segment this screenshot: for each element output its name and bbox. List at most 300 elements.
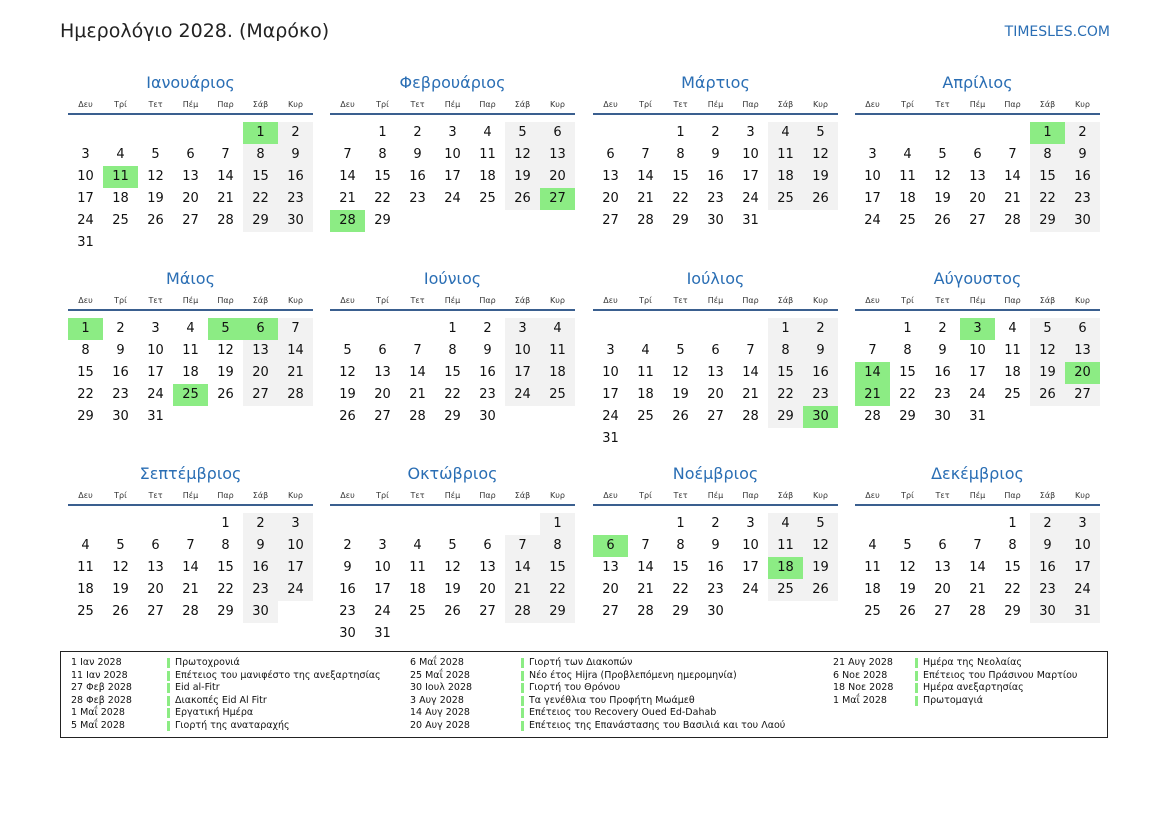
day-cell: 11 [182,343,199,358]
weekday-header: Παρ [742,296,759,305]
day-cell: 29 [243,210,278,232]
day-cell: 28 [1004,213,1021,228]
day-cell: 8 [1008,538,1017,553]
day-cell: 19 [147,191,164,206]
day-cell: 28 [969,604,986,619]
day-cell: 7 [278,318,313,340]
legend-date: 28 Φεβ 2028 [71,694,132,706]
day-cell: 24 [505,384,540,406]
day-cell: 23 [278,188,313,210]
day-cell: 29 [77,409,94,424]
day-cell: 14 [505,557,540,579]
holiday-day-cell: 5 [208,318,243,340]
weekday-header: Τετ [935,296,950,305]
day-cell: 18 [182,365,199,380]
day-cell: 5 [1030,318,1065,340]
day-cell: 7 [868,343,877,358]
weekday-header: Δευ [340,491,355,500]
day-cell: 25 [864,604,881,619]
weekday-header: Τρί [901,100,914,109]
day-cell: 13 [934,560,951,575]
day-cell: 7 [505,535,540,557]
day-cell: 5 [448,538,457,553]
day-cell: 2 [243,513,278,535]
day-cell: 21 [182,582,199,597]
day-cell: 15 [672,560,689,575]
weekday-header: Κυρ [288,100,303,109]
day-cell: 17 [374,582,391,597]
holiday-day-cell: 25 [173,384,208,406]
legend-date: 25 Μαΐ 2028 [410,669,470,681]
day-cell: 10 [278,535,313,557]
day-cell: 26 [672,409,689,424]
weekday-header: Κυρ [550,491,565,500]
weekday-header: Τετ [410,491,425,500]
weekday-header: Πέμ [969,100,986,109]
day-cell: 1 [221,516,230,531]
weekday-header: Πέμ [182,491,199,500]
legend-date: 1 Ιαν 2028 [71,657,122,668]
day-cell: 29 [672,604,689,619]
day-cell: 11 [1004,343,1021,358]
weekday-header: Τετ [410,296,425,305]
legend-date: 6 Νοε 2028 [833,669,888,681]
page-title: Ημερολόγιο 2028. (Μαρόκο) [60,20,330,42]
month-divider [330,504,575,506]
day-cell: 16 [1065,166,1100,188]
day-cell: 1 [768,318,803,340]
day-cell: 8 [1030,144,1065,166]
weekday-header: Τρί [114,491,127,500]
day-cell: 27 [1065,384,1100,406]
day-cell: 27 [479,604,496,619]
day-cell: 15 [672,169,689,184]
legend-holiday-name: Επέτειος του Recovery Oued Ed-Dahab [529,707,717,718]
day-cell: 4 [540,318,575,340]
day-cell: 4 [116,147,125,162]
day-cell: 26 [803,579,838,601]
day-cell: 20 [374,387,391,402]
day-cell: 13 [540,144,575,166]
day-cell: 21 [278,362,313,384]
holiday-marker [915,671,918,681]
legend-holiday-name: Διακοπές Eid Al Fitr [175,694,267,706]
day-cell: 6 [938,538,947,553]
day-cell: 27 [934,604,951,619]
weekday-header: Σάβ [777,100,794,109]
weekday-header: Τρί [114,296,127,305]
day-cell: 22 [768,384,803,406]
legend-holiday-name: Νέο έτος Hijra (Προβλεπόμενη ημερομηνία) [529,669,737,681]
month-divider [593,309,838,311]
day-cell: 17 [602,387,619,402]
day-cell: 15 [540,557,575,579]
day-cell: 24 [444,191,461,206]
day-cell: 20 [707,387,724,402]
day-cell: 17 [505,362,540,384]
month-name: Φεβρουάριος [399,73,506,92]
legend-date: 30 Ιουλ 2028 [410,682,473,693]
day-cell: 6 [151,538,160,553]
day-cell: 13 [969,169,986,184]
day-cell: 9 [243,535,278,557]
day-cell: 9 [278,144,313,166]
day-cell: 31 [969,409,986,424]
weekday-header: Δευ [865,100,880,109]
day-cell: 26 [444,604,461,619]
day-cell: 15 [217,560,234,575]
month-name: Μάρτιος [681,73,750,92]
weekday-header: Σάβ [514,296,531,305]
weekday-header: Κυρ [813,296,828,305]
weekday-header: Παρ [479,491,496,500]
day-cell: 13 [182,169,199,184]
holiday-marker [167,708,170,718]
day-cell: 5 [938,147,947,162]
day-cell: 4 [641,343,650,358]
day-cell: 16 [339,582,356,597]
month-name: Ιούνιος [423,269,482,288]
weekday-header: Τρί [639,491,652,500]
day-cell: 16 [409,169,426,184]
day-cell: 11 [899,169,916,184]
legend-date: 14 Αυγ 2028 [410,707,470,718]
day-cell: 3 [505,318,540,340]
day-cell: 20 [602,191,619,206]
day-cell: 31 [742,213,759,228]
legend-date: 6 Μαΐ 2028 [410,657,464,668]
day-cell: 14 [217,169,234,184]
day-cell: 12 [1030,340,1065,362]
day-cell: 13 [147,560,164,575]
day-cell: 4 [868,538,877,553]
day-cell: 7 [641,147,650,162]
day-cell: 28 [278,384,313,406]
month-divider [855,113,1100,115]
day-cell: 23 [1030,579,1065,601]
site-link[interactable]: TIMESLES.COM [1004,24,1110,40]
day-cell: 20 [243,362,278,384]
month-name: Δεκέμβριος [931,464,1024,483]
day-cell: 14 [969,560,986,575]
holiday-day-cell: 6 [593,535,628,557]
day-cell: 18 [864,582,881,597]
holiday-day-cell: 6 [243,318,278,340]
day-cell: 11 [768,535,803,557]
weekday-header: Δευ [603,296,618,305]
day-cell: 22 [77,387,94,402]
day-cell: 2 [343,538,352,553]
month-divider [855,504,1100,506]
day-cell: 13 [479,560,496,575]
weekday-header: Παρ [742,491,759,500]
day-cell: 26 [1030,384,1065,406]
holiday-marker [521,708,524,718]
day-cell: 10 [602,365,619,380]
day-cell: 5 [505,122,540,144]
day-cell: 31 [374,626,391,641]
day-cell: 27 [147,604,164,619]
holiday-marker [521,658,524,668]
day-cell: 26 [112,604,129,619]
day-cell: 27 [182,213,199,228]
day-cell: 3 [606,343,615,358]
weekday-header: Παρ [1004,491,1021,500]
day-cell: 1 [448,321,457,336]
day-cell: 25 [1004,387,1021,402]
day-cell: 19 [934,191,951,206]
day-cell: 2 [803,318,838,340]
weekday-header: Πέμ [444,100,461,109]
weekday-header: Παρ [1004,296,1021,305]
holiday-day-cell: 20 [1065,362,1100,384]
holiday-marker [167,683,170,693]
holiday-marker [521,721,524,731]
legend-date: 11 Ιαν 2028 [71,669,128,681]
day-cell: 24 [969,387,986,402]
day-cell: 10 [969,343,986,358]
day-cell: 21 [637,191,654,206]
day-cell: 23 [479,387,496,402]
day-cell: 8 [768,340,803,362]
day-cell: 16 [112,365,129,380]
day-cell: 21 [217,191,234,206]
day-cell: 26 [505,188,540,210]
day-cell: 18 [899,191,916,206]
weekday-header: Παρ [217,100,234,109]
day-cell: 17 [742,169,759,184]
day-cell: 6 [606,147,615,162]
month-divider [68,504,313,506]
weekday-header: Πέμ [444,491,461,500]
weekday-header: Πέμ [182,296,199,305]
weekday-header: Πέμ [707,100,724,109]
day-cell: 22 [540,579,575,601]
month-divider [330,113,575,115]
day-cell: 6 [378,343,387,358]
day-cell: 9 [343,560,352,575]
day-cell: 12 [444,560,461,575]
day-cell: 16 [1030,557,1065,579]
day-cell: 22 [1004,582,1021,597]
weekday-header: Παρ [742,100,759,109]
day-cell: 12 [505,144,540,166]
day-cell: 12 [803,535,838,557]
day-cell: 17 [278,557,313,579]
legend-date: 1 Μαΐ 2028 [71,707,125,718]
day-cell: 5 [676,343,685,358]
day-cell: 3 [868,147,877,162]
day-cell: 9 [711,538,720,553]
holiday-day-cell: 14 [855,362,890,384]
weekday-header: Τετ [673,100,688,109]
day-cell: 4 [413,538,422,553]
day-cell: 12 [112,560,129,575]
day-cell: 30 [479,409,496,424]
day-cell: 19 [505,166,540,188]
day-cell: 27 [602,213,619,228]
day-cell: 24 [742,191,759,206]
holiday-day-cell: 28 [330,210,365,232]
day-cell: 20 [540,166,575,188]
day-cell: 8 [903,343,912,358]
day-cell: 23 [707,582,724,597]
legend-date: 20 Αυγ 2028 [410,719,470,731]
day-cell: 5 [803,513,838,535]
day-cell: 4 [483,125,492,140]
day-cell: 24 [602,409,619,424]
holiday-marker [167,721,170,731]
day-cell: 29 [672,213,689,228]
day-cell: 8 [378,147,387,162]
day-cell: 3 [746,125,755,140]
day-cell: 31 [1065,601,1100,623]
day-cell: 21 [1004,191,1021,206]
day-cell: 25 [768,579,803,601]
day-cell: 8 [221,538,230,553]
weekday-header: Κυρ [1075,491,1090,500]
day-cell: 28 [864,409,881,424]
day-cell: 25 [112,213,129,228]
day-cell: 23 [707,191,724,206]
day-cell: 19 [1030,362,1065,384]
day-cell: 5 [903,538,912,553]
day-cell: 20 [934,582,951,597]
day-cell: 22 [444,387,461,402]
day-cell: 15 [374,169,391,184]
holiday-day-cell: 21 [855,384,890,406]
month-divider [593,113,838,115]
day-cell: 30 [339,626,356,641]
day-cell: 19 [444,582,461,597]
day-cell: 24 [374,604,391,619]
month-name: Οκτώβριος [407,464,498,483]
day-cell: 17 [77,191,94,206]
day-cell: 30 [707,213,724,228]
day-cell: 14 [637,169,654,184]
weekday-header: Σάβ [252,491,269,500]
legend-holiday-name: Γιορτή της αναταραχής [175,719,290,731]
weekday-header: Πέμ [969,296,986,305]
day-cell: 18 [409,582,426,597]
day-cell: 2 [1030,513,1065,535]
holiday-marker [915,658,918,668]
day-cell: 5 [803,122,838,144]
day-cell: 7 [221,147,230,162]
legend-date: 1 Μαΐ 2028 [833,694,887,706]
day-cell: 29 [899,409,916,424]
day-cell: 15 [899,365,916,380]
day-cell: 19 [899,582,916,597]
weekday-header: Κυρ [1075,296,1090,305]
weekday-header: Δευ [340,100,355,109]
day-cell: 30 [112,409,129,424]
month-divider [68,309,313,311]
holiday-day-cell: 27 [540,188,575,210]
weekday-header: Δευ [865,491,880,500]
day-cell: 10 [864,169,881,184]
weekday-header: Παρ [217,296,234,305]
day-cell: 31 [602,431,619,446]
day-cell: 22 [1030,188,1065,210]
weekday-header: Δευ [78,296,93,305]
day-cell: 9 [413,147,422,162]
day-cell: 22 [672,582,689,597]
day-cell: 14 [409,365,426,380]
day-cell: 9 [1065,144,1100,166]
day-cell: 27 [707,409,724,424]
weekday-header: Κυρ [288,296,303,305]
day-cell: 10 [374,560,391,575]
day-cell: 6 [973,147,982,162]
day-cell: 9 [803,340,838,362]
legend-date: 3 Αυγ 2028 [410,694,464,706]
weekday-header: Σάβ [1039,491,1056,500]
day-cell: 23 [934,387,951,402]
day-cell: 24 [742,582,759,597]
day-cell: 8 [81,343,90,358]
day-cell: 19 [803,166,838,188]
day-cell: 19 [339,387,356,402]
day-cell: 8 [243,144,278,166]
day-cell: 23 [243,579,278,601]
weekday-header: Τετ [673,296,688,305]
weekday-header: Τετ [935,100,950,109]
weekday-header: Τετ [148,491,163,500]
holiday-marker [915,683,918,693]
weekday-header: Κυρ [550,296,565,305]
day-cell: 1 [378,125,387,140]
day-cell: 8 [676,538,685,553]
day-cell: 16 [707,560,724,575]
day-cell: 7 [186,538,195,553]
day-cell: 30 [707,604,724,619]
day-cell: 7 [746,343,755,358]
holiday-day-cell: 18 [768,557,803,579]
weekday-header: Δευ [603,491,618,500]
legend-holiday-name: Γιορτή των Διακοπών [529,657,633,668]
month-name: Ιούλιος [686,269,745,288]
day-cell: 6 [540,122,575,144]
day-cell: 3 [746,516,755,531]
weekday-header: Τρί [114,100,127,109]
day-cell: 20 [182,191,199,206]
day-cell: 25 [479,191,496,206]
day-cell: 1 [676,516,685,531]
month-name: Μάιος [166,269,215,288]
day-cell: 8 [540,535,575,557]
day-cell: 13 [374,365,391,380]
legend-date: 5 Μαΐ 2028 [71,719,125,731]
weekday-header: Σάβ [1039,100,1056,109]
day-cell: 14 [339,169,356,184]
day-cell: 28 [742,409,759,424]
day-cell: 1 [903,321,912,336]
day-cell: 16 [934,365,951,380]
day-cell: 14 [1004,169,1021,184]
legend-holiday-name: Ημέρα της Νεολαίας [923,657,1022,668]
day-cell: 16 [803,362,838,384]
weekday-header: Πέμ [444,296,461,305]
day-cell: 4 [81,538,90,553]
weekday-header: Παρ [479,296,496,305]
month-name: Αύγουστος [933,269,1022,288]
day-cell: 2 [711,516,720,531]
day-cell: 13 [602,169,619,184]
holiday-marker [521,671,524,681]
day-cell: 3 [378,538,387,553]
day-cell: 11 [77,560,94,575]
